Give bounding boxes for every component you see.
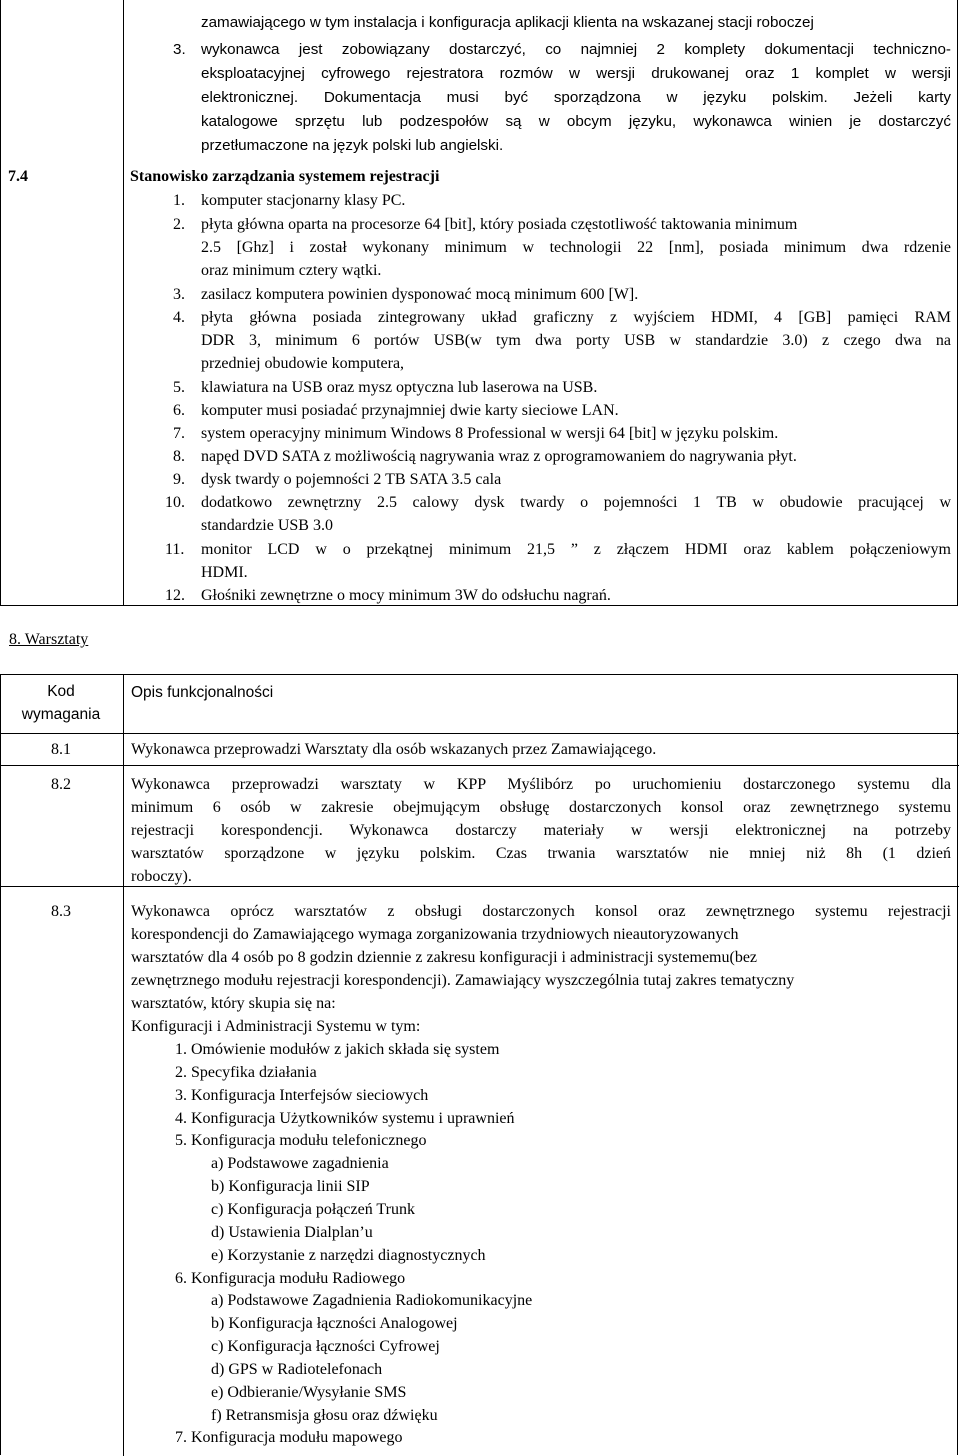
- column-divider: [123, 0, 124, 606]
- intro-item-line: przetłumaczone na język polski lub angielski.: [201, 137, 504, 154]
- column-divider: [123, 675, 124, 1456]
- intro-line: zamawiającego w tym instalacja i konfiguracja aplikacji klienta na wskazanej stacji roboczej: [201, 14, 814, 31]
- row-divider: [1, 733, 959, 734]
- list-item-number: 10.: [165, 494, 185, 511]
- outline-subitem: c) Konfiguracja połączeń Trunk: [211, 1201, 415, 1218]
- outline-item: 4. Konfiguracja Użytkowników systemu i uprawnień: [175, 1110, 515, 1127]
- outline-subitem: e) Odbieranie/Wysyłanie SMS: [211, 1384, 407, 1401]
- column-header-line: wymagania: [21, 706, 101, 724]
- row-description: Wykonawca oprócz warsztatów z obsługi dostarczonych konsol oraz zewnętrznego systemu rejestracji: [131, 903, 951, 920]
- outline-subitem: b) Konfiguracja łączności Analogowej: [211, 1315, 458, 1332]
- row-code: 8.2: [51, 776, 71, 793]
- outline-subitem: f) Retransmisja głosu oraz dźwięku: [211, 1407, 438, 1424]
- outline-subitem: e) Korzystanie z narzędzi diagnostycznych: [211, 1247, 486, 1264]
- intro-item-line: eksploatacyjnej cyfrowego rejestratora rozmów w wersji drukowanej oraz 1 komplet w wersji: [201, 65, 951, 82]
- row-description: rejestracji korespondencji. Wykonawca dostarczy materiały w wersji elektronicznej na potrzeby: [131, 822, 951, 839]
- section-number: 7.4: [8, 168, 28, 185]
- outline-subitem: b) Konfiguracja linii SIP: [211, 1178, 370, 1195]
- outline-subitem: a) Podstawowe zagadnienia: [211, 1155, 389, 1172]
- list-item: przedniej obudowie komputera,: [201, 355, 405, 372]
- outline-item: 7. Konfiguracja modułu mapowego: [175, 1429, 403, 1446]
- column-header-line: Kod: [47, 683, 75, 700]
- intro-item-number: 3.: [173, 41, 186, 58]
- list-item: zasilacz komputera powinien dysponować mocą minimum 600 [W].: [201, 286, 639, 303]
- row-description: warsztatów sporządzone w języku polskim. Czas trwania warsztatów nie mniej niż 8h (1 dzień: [131, 845, 951, 862]
- row-code: 8.1: [51, 741, 71, 758]
- row-code: 8.3: [51, 903, 71, 920]
- list-item: płyta główna oparta na procesorze 64 [bit], który posiada częstotliwość taktowania minimum: [201, 216, 798, 233]
- outline-item: 5. Konfiguracja modułu telefonicznego: [175, 1132, 427, 1149]
- outline-item: 3. Konfiguracja Interfejsów sieciowych: [175, 1087, 429, 1104]
- outline-item: 1. Omówienie modułów z jakich składa się system: [175, 1041, 500, 1058]
- list-item: Głośniki zewnętrzne o mocy minimum 3W do odsłuchu nagrań.: [201, 587, 611, 604]
- section-title: Stanowisko zarządzania systemem rejestracji: [130, 168, 440, 185]
- list-item: płyta główna posiada zintegrowany układ graficzny z wyjściem HDMI, 4 [GB] pamięci RAM: [201, 309, 951, 326]
- list-item: napęd DVD SATA z możliwością nagrywania wraz z oprogramowaniem do nagrywania płyt.: [201, 448, 797, 465]
- list-item: 2.5 [Ghz] i został wykonany minimum w technologii 22 [nm], posiada minimum dwa rdzenie: [201, 239, 951, 256]
- list-item-number: 7.: [173, 425, 185, 442]
- row-description: Wykonawca przeprowadzi warsztaty w KPP Myślibórz po uruchomieniu dostarczonego systemu dla: [131, 776, 951, 793]
- outline-item: 2. Specyfika działania: [175, 1064, 317, 1081]
- list-item: HDMI.: [201, 564, 248, 581]
- list-item-number: 3.: [173, 286, 185, 303]
- list-item-number: 8.: [173, 448, 185, 465]
- list-item-number: 5.: [173, 379, 185, 396]
- list-item-number: 12.: [165, 587, 185, 604]
- row-description: warsztatów, który skupia się na:: [131, 995, 336, 1012]
- row-divider: [1, 765, 959, 766]
- list-item-number: 4.: [173, 309, 185, 326]
- list-item: standardzie USB 3.0: [201, 517, 333, 534]
- row-description: korespondencji do Zamawiającego wymaga zorganizowania trzydniowych nieautoryzowanych: [131, 926, 739, 943]
- column-header-kod: [0, 680, 122, 727]
- list-item: komputer musi posiadać przynajmniej dwie karty sieciowe LAN.: [201, 402, 619, 419]
- row-description: Konfiguracji i Administracji Systemu w tym:: [131, 1018, 421, 1035]
- list-item: dodatkowo zewnętrzny 2.5 calowy dysk twardy o pojemności 1 TB w obudowie pracującej w: [201, 494, 951, 511]
- list-item-number: 1.: [173, 192, 185, 209]
- outline-subitem: a) Podstawowe Zagadnienia Radiokomunikacyjne: [211, 1292, 533, 1309]
- row-description: warsztatów dla 4 osób po 8 godzin dziennie z zakresu konfiguracji i administracji systememu(bez: [131, 949, 758, 966]
- list-item: oraz minimum cztery wątki.: [201, 262, 382, 279]
- intro-item-line: wykonawca jest zobowiązany dostarczyć, co najmniej 2 komplety dokumentacji techniczno-: [201, 41, 951, 58]
- list-item-number: 9.: [173, 471, 185, 488]
- outline-subitem: d) GPS w Radiotelefonach: [211, 1361, 383, 1378]
- list-item: DDR 3, minimum 6 portów USB(w tym dwa porty USB w standardzie 3.0) z czego dwa na: [201, 332, 951, 349]
- column-header-opis: Opis funkcjonalności: [131, 684, 274, 701]
- outline-item: 6. Konfiguracja modułu Radiowego: [175, 1270, 406, 1287]
- list-item-number: 6.: [173, 402, 185, 419]
- row-description: minimum 6 osób w zakresie obejmującym obsługę dostarczonych konsol oraz zewnętrznego systemu: [131, 799, 951, 816]
- row-description: Wykonawca przeprowadzi Warsztaty dla osób wskazanych przez Zamawiającego.: [131, 741, 657, 758]
- row-description: zewnętrznego modułu rejestracji korespondencji). Zamawiający wyszczególnia tutaj zakres tematyczny: [131, 972, 795, 989]
- intro-item-line: elektronicznej. Dokumentacja musi być sporządzona w języku polskim. Jeżeli karty: [201, 89, 951, 106]
- list-item: system operacyjny minimum Windows 8 Professional w wersji 64 [bit] w języku polskim.: [201, 425, 779, 442]
- outline-subitem: c) Konfiguracja łączności Cyfrowej: [211, 1338, 440, 1355]
- section-title: 8. Warsztaty: [9, 631, 89, 648]
- list-item: klawiatura na USB oraz mysz optyczna lub laserowa na USB.: [201, 379, 598, 396]
- intro-item-line: katalogowe sprzętu lub podzespołów są w obcym języku, wykonawca winien je dostarczyć: [201, 113, 951, 130]
- row-description: roboczy).: [131, 868, 192, 885]
- list-item: monitor LCD w o przekątnej minimum 21,5 ” z złączem HDMI oraz kablem połączeniowym: [201, 541, 951, 558]
- list-item-number: 11.: [165, 541, 185, 558]
- list-item: komputer stacjonarny klasy PC.: [201, 192, 406, 209]
- list-item: dysk twardy o pojemności 2 TB SATA 3.5 cala: [201, 471, 502, 488]
- outline-subitem: d) Ustawienia Dialplan’u: [211, 1224, 373, 1241]
- list-item-number: 2.: [173, 216, 185, 233]
